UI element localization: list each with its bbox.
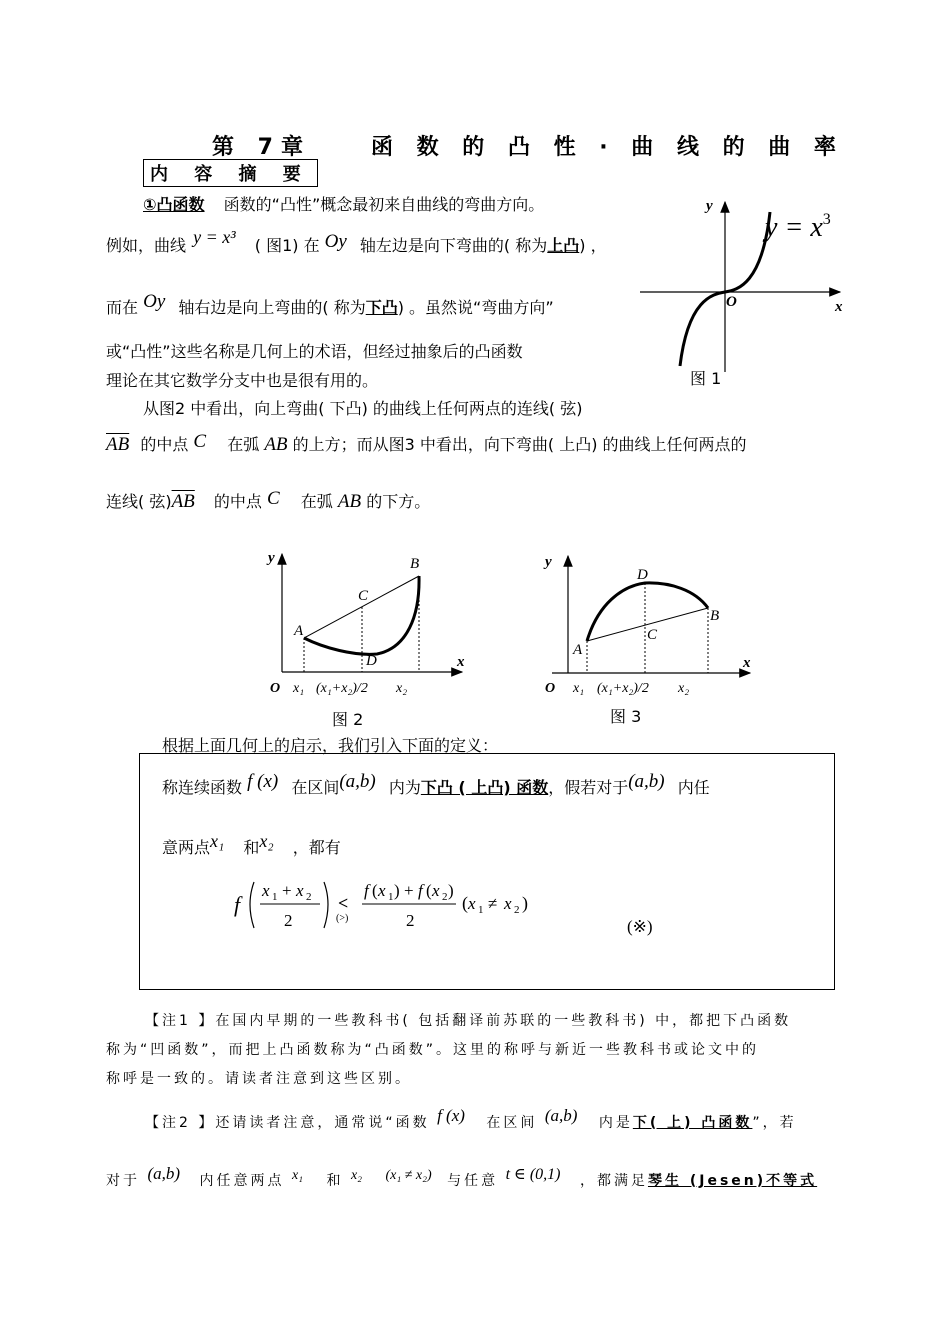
text: ) 。虽然说“弯曲方向” <box>397 298 554 317</box>
svg-text:+: + <box>404 881 414 900</box>
note-1-line-3: 称呼是一致的。请读者注意到这些区别。 <box>106 1071 412 1087</box>
paragraph-chord-above <box>106 432 747 456</box>
x-axis-label: x <box>835 299 843 315</box>
text: ( 图1) 在 <box>254 236 320 255</box>
convex-term: 下( 上) 凸函数 <box>632 1115 753 1131</box>
tick-x2: x₂ <box>396 681 408 696</box>
point-a-label: A <box>294 623 304 639</box>
tick-mid: (x₁+x₂)/2 <box>316 681 368 696</box>
paragraph-definition-intro: 根据上面几何上的启示，我们引入下面的定义： <box>162 736 499 755</box>
text: 在区间 <box>291 778 340 797</box>
text: 轴右边是向上弯曲的( 称为 <box>178 298 366 317</box>
definition-line-2 <box>162 831 341 858</box>
y-axis-label: y <box>706 198 713 214</box>
paragraph-right-side <box>106 291 554 319</box>
note-1-line-1: 【注1 】在国内早期的一些教科书( 包括翻译前苏联的一些教科书) 中，都把下凸函数 <box>145 1013 792 1029</box>
svg-text:f: f <box>418 881 423 900</box>
tick-x2: x₂ <box>678 681 690 696</box>
oy-axis-label: Oy <box>143 291 166 312</box>
text: 的中点 <box>140 435 189 454</box>
arc-ab: AB <box>264 434 288 455</box>
curve-equation: $y = x^3$ <box>765 211 831 243</box>
point-c: C <box>193 431 207 452</box>
svg-text:≠: ≠ <box>488 894 498 913</box>
paragraph-convex-intro <box>143 192 544 215</box>
text: 和 <box>243 838 260 857</box>
text: 连线( 弦) <box>106 492 172 511</box>
function-fx: f (x) <box>437 1106 465 1125</box>
svg-text:): ) <box>394 881 400 900</box>
x-axis-label: x <box>457 654 465 670</box>
svg-text:(>): (>) <box>336 913 349 924</box>
y-axis-label: y <box>268 550 275 566</box>
point-a-label: A <box>573 642 583 658</box>
interval-ab: (a,b) <box>544 1106 578 1125</box>
y-axis-label: y <box>545 554 552 570</box>
lower-convex-term: 下凸 <box>365 298 398 317</box>
chord-ab: $\overline{AB}$ <box>106 434 130 455</box>
chapter-title: 第 7章 函 数 的 凸 性 · 曲 线 的 曲 率 <box>212 135 844 160</box>
convex-definition-term: 下凸 ( 上凸) 函数 <box>420 778 549 797</box>
distinct-condition: (x₁ ≠ x₂) <box>385 1168 432 1183</box>
figure-2-caption: 图 2 <box>332 710 364 729</box>
point-x1: x₁ <box>210 831 225 851</box>
text: 在弧 <box>227 435 260 454</box>
text: 例如，曲线 <box>106 236 187 255</box>
tick-mid: (x₁+x₂)/2 <box>597 681 649 696</box>
svg-text:1: 1 <box>272 891 278 903</box>
paragraph-chord-below <box>106 489 430 513</box>
text: 内任意两点 <box>199 1173 285 1189</box>
definition-line-1 <box>162 771 710 799</box>
note-1-line-2: 称为“凹函数”，而把上凸函数称为“凸函数”。这里的称呼与新近一些教科书或论文中的 <box>106 1042 760 1058</box>
text: 内是 <box>598 1115 633 1131</box>
text: 的中点 <box>213 492 262 511</box>
tick-x1: x₁ <box>573 681 585 696</box>
chord-ab: $\overline{AB}$ <box>171 491 195 512</box>
text: ) ， <box>579 236 607 255</box>
text: 的下方。 <box>366 492 431 511</box>
svg-text:x: x <box>262 881 270 900</box>
jensen-inequality-term: 琴生 (Jesen)不等式 <box>647 1173 818 1189</box>
convex-function-heading: ①凸函数 <box>143 195 205 214</box>
point-x1: x₁ <box>291 1168 304 1183</box>
text: 和 <box>326 1173 344 1189</box>
point-d-label: D <box>637 567 648 583</box>
tick-x1: x₁ <box>293 681 305 696</box>
text: 【注2 】还请读者注意，通常说“函数 <box>145 1115 430 1131</box>
interval-ab: (a,b) <box>147 1164 181 1183</box>
point-c-label: C <box>647 627 658 643</box>
point-d-label: D <box>366 653 377 669</box>
svg-text:(: ( <box>462 893 468 913</box>
formula-mark: (※) <box>627 917 653 936</box>
svg-text:(: ( <box>372 881 378 900</box>
text: 在弧 <box>300 492 333 511</box>
svg-text:1: 1 <box>478 904 484 916</box>
point-b-label: B <box>410 556 420 572</box>
oy-axis-label: Oy <box>324 231 347 252</box>
svg-text:2: 2 <box>284 911 293 930</box>
convex-intro-text: 函数的“凸性”概念最初来自曲线的弯曲方向。 <box>223 195 545 214</box>
function-fx: f (x) <box>247 771 279 792</box>
arc-ab: AB <box>337 491 362 512</box>
svg-text:f: f <box>234 892 241 917</box>
svg-text:<: < <box>338 893 349 913</box>
text: 在区间 <box>486 1115 538 1131</box>
point-x2: x₂ <box>350 1168 363 1183</box>
figure-1-caption: 图 1 <box>690 369 722 388</box>
text: 对于 <box>106 1173 140 1189</box>
x-axis-label: x <box>743 655 751 671</box>
jensen-midpoint-inequality <box>228 868 568 938</box>
svg-text:2: 2 <box>306 891 312 903</box>
text: ”，若 <box>752 1115 797 1131</box>
svg-text:x: x <box>432 881 440 900</box>
svg-text:2: 2 <box>442 891 448 903</box>
cubic-equation: y = x³ <box>193 227 236 247</box>
upper-convex-term: 上凸 <box>547 236 580 255</box>
svg-text:2: 2 <box>514 904 520 916</box>
t-range: t ∈ (0,1) <box>505 1166 561 1183</box>
svg-text:x: x <box>296 881 304 900</box>
svg-text:x: x <box>378 881 386 900</box>
paragraph-usefulness: 理论在其它数学分支中也是很有用的。 <box>106 371 379 390</box>
point-c-label: C <box>358 588 369 604</box>
text: 而在 <box>106 298 139 317</box>
point-x2: x₂ <box>259 831 274 851</box>
origin-label: O <box>545 681 556 696</box>
text: ，假若对于 <box>548 778 629 797</box>
text: ，都满足 <box>579 1173 648 1189</box>
point-c: C <box>267 488 280 509</box>
text: 轴左边是向下弯曲的( 称为 <box>359 236 548 255</box>
origin-label: O <box>726 294 737 310</box>
note-2-line-1 <box>145 1106 797 1132</box>
text: 内为 <box>388 778 421 797</box>
svg-text:): ) <box>448 881 454 900</box>
point-b-label: B <box>710 608 720 624</box>
text: ，都有 <box>292 838 341 857</box>
svg-text:f: f <box>364 881 369 900</box>
svg-text:x: x <box>468 894 476 913</box>
svg-text:1: 1 <box>388 891 394 903</box>
figure-2-lower-convex <box>262 544 482 704</box>
text: 与任意 <box>447 1173 499 1189</box>
text: 意两点 <box>162 838 211 857</box>
section-label: 内 容 摘 要 <box>143 159 318 187</box>
figure-3-caption: 图 3 <box>610 707 642 726</box>
interval-ab: (a,b) <box>339 771 376 792</box>
svg-text:x: x <box>504 894 512 913</box>
figure-3-upper-convex <box>540 544 760 704</box>
note-2-line-2 <box>106 1164 818 1190</box>
svg-text:+: + <box>282 881 292 900</box>
paragraph-example <box>106 227 607 257</box>
interval-ab: (a,b) <box>628 771 665 792</box>
svg-text:2: 2 <box>406 911 415 930</box>
origin-label: O <box>270 681 281 696</box>
text: 内任 <box>677 778 710 797</box>
svg-text:): ) <box>522 893 528 913</box>
svg-text:(: ( <box>426 881 432 900</box>
text: 称连续函数 <box>162 778 243 797</box>
text: 的上方；而从图3 中看出，向下弯曲( 上凸) 的曲线上任何两点的 <box>292 435 747 454</box>
paragraph-terms: 或“凸性”这些名称是几何上的术语，但经过抽象后的凸函数 <box>106 342 523 361</box>
paragraph-fig2-intro: 从图2 中看出，向上弯曲( 下凸) 的曲线上任何两点的连线( 弦) <box>143 399 583 418</box>
figure-1-cubic <box>640 190 870 390</box>
